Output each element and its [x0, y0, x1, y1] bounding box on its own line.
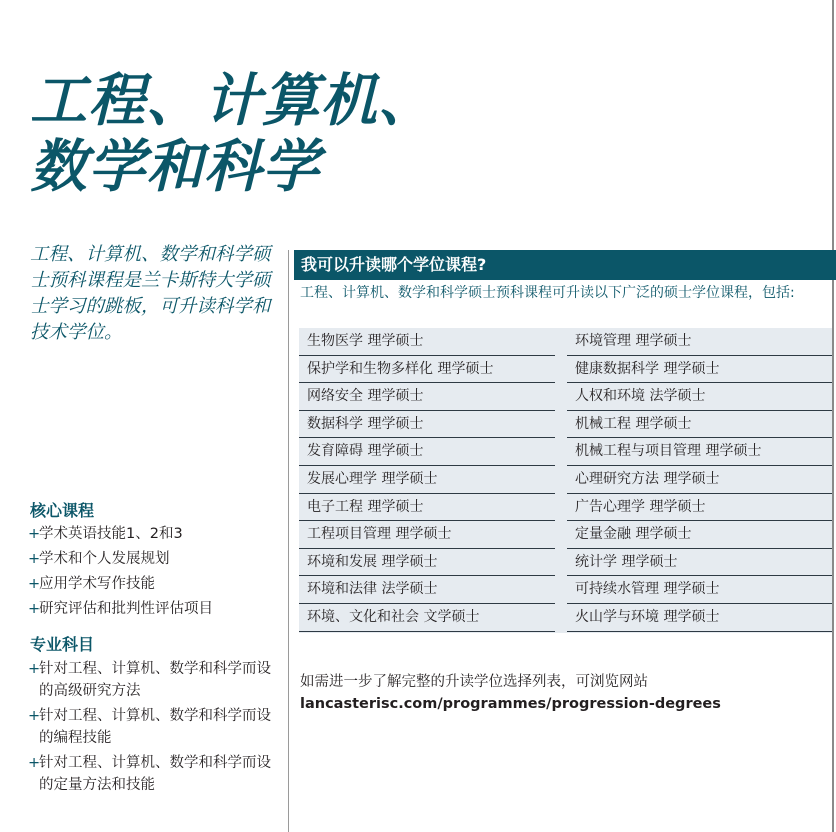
degree-item: 心理研究方法 理学硕士	[567, 466, 832, 494]
degree-item: 环境和发展 理学硕士	[299, 549, 555, 577]
progression-question-bar: 我可以升读哪个学位课程?	[294, 250, 836, 280]
degree-item: 机械工程与项目管理 理学硕士	[567, 438, 832, 466]
list-item: + 针对工程、计算机、数学和科学而设的定量方法和技能	[28, 752, 278, 796]
list-item: + 学术和个人发展规划	[28, 548, 278, 570]
specialist-subjects-list	[28, 658, 278, 799]
page-title-line-1: 工程、计算机、	[30, 68, 436, 134]
column-divider	[288, 250, 289, 832]
degree-list-left	[299, 328, 555, 632]
page-title	[30, 68, 436, 200]
degree-item: 网络安全 理学硕士	[299, 383, 555, 411]
degree-item: 数据科学 理学硕士	[299, 411, 555, 439]
degree-item: 电子工程 理学硕士	[299, 494, 555, 522]
degree-item: 保护学和生物多样化 理学硕士	[299, 356, 555, 384]
progression-degrees-link[interactable]: lancasterisc.com/programmes/progression-degrees	[300, 696, 721, 712]
plus-icon: +	[28, 551, 41, 567]
degree-item: 广告心理学 理学硕士	[567, 494, 832, 522]
intro-text: 工程、计算机、数学和科学硕士预科课程是兰卡斯特大学硕士学习的跳板，可升读科学和技术学位。	[30, 244, 271, 343]
degree-list-right	[567, 328, 832, 632]
list-item: + 学术英语技能1、2和3	[28, 523, 278, 545]
plus-icon: +	[28, 708, 41, 724]
degree-item: 健康数据科学 理学硕士	[567, 356, 832, 384]
more-info-text: 如需进一步了解完整的升读学位选择列表，可浏览网站	[300, 674, 648, 690]
degree-item: 工程项目管理 理学硕士	[299, 521, 555, 549]
degree-item: 环境管理 理学硕士	[567, 328, 832, 356]
degree-item: 人权和环境 法学硕士	[567, 383, 832, 411]
plus-icon: +	[28, 601, 41, 617]
degree-item: 统计学 理学硕士	[567, 549, 832, 577]
core-courses-list	[28, 523, 278, 623]
plus-icon: +	[28, 755, 41, 771]
specialist-subjects-heading: 专业科目	[30, 635, 95, 654]
degree-item: 可持续水管理 理学硕士	[567, 576, 832, 604]
list-item: + 针对工程、计算机、数学和科学而设的高级研究方法	[28, 658, 278, 702]
core-courses-heading: 核心课程	[30, 501, 95, 520]
degree-item: 定量金融 理学硕士	[567, 521, 832, 549]
degree-item: 生物医学 理学硕士	[299, 328, 555, 356]
plus-icon: +	[28, 661, 41, 677]
degree-item: 机械工程 理学硕士	[567, 411, 832, 439]
degree-item: 环境和法律 法学硕士	[299, 576, 555, 604]
list-item: + 研究评估和批判性评估项目	[28, 598, 278, 620]
plus-icon: +	[28, 576, 41, 592]
page-edge-line	[832, 0, 834, 832]
degree-item: 发育障碍 理学硕士	[299, 438, 555, 466]
plus-icon: +	[28, 526, 41, 542]
degree-item: 火山学与环境 理学硕士	[567, 604, 832, 632]
degree-item: 环境、文化和社会 文学硕士	[299, 604, 555, 632]
progression-description: 工程、计算机、数学和科学硕士预科课程可升读以下广泛的硕士学位课程，包括:	[300, 285, 795, 301]
list-item: + 针对工程、计算机、数学和科学而设的编程技能	[28, 705, 278, 749]
degree-item: 发展心理学 理学硕士	[299, 466, 555, 494]
page-title-line-2: 数学和科学	[30, 134, 320, 200]
degree-list-panel	[299, 328, 832, 633]
list-item: + 应用学术写作技能	[28, 573, 278, 595]
